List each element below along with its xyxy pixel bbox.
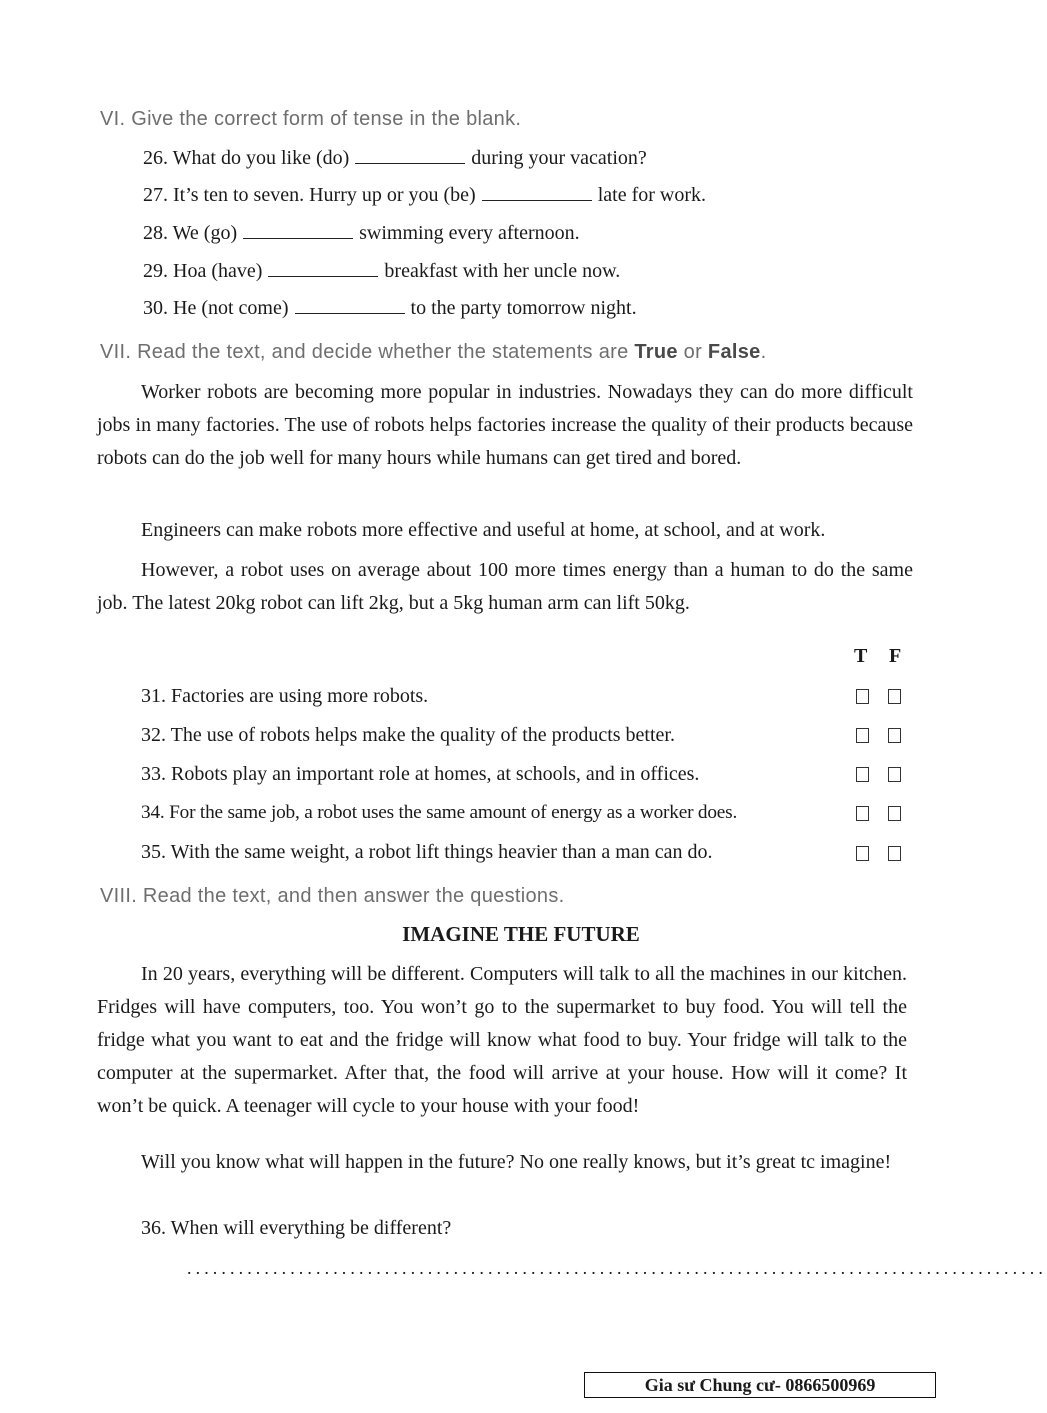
robots-paragraph-3-text: However, a robot uses on average about 100 more times energy than a human to do the same job. The latest 20kg robot can lift 2kg, but a 5kg human arm can lift 50kg. <box>97 559 913 614</box>
future-paragraph-1-text: In 20 years, everything will be different. Computers will talk to all the machines in our kitchen. Fridges will have computers, too. You won’t go to the supermarket to buy food. You will tell the fridge what you want to eat and the fridge will know what food to buy. Your fridge will talk to the computer at the supermarket. After that, the food will arrive at your house. How will it come? It won’t be quick. A teenager will cycle to your house with your food! <box>97 963 907 1117</box>
robots-paragraph-2 <box>97 514 913 547</box>
checkbox-35-true[interactable] <box>856 846 869 861</box>
question-29-rest: breakfast with her uncle now. <box>384 260 621 282</box>
question-29-prompt: 29. Hoa (have) <box>143 260 263 282</box>
blank-26[interactable] <box>355 146 465 164</box>
checkbox-31-true[interactable] <box>856 689 869 704</box>
question-27-rest: late for work. <box>597 184 707 206</box>
section-7-heading-false: False <box>707 341 761 363</box>
question-28-rest: swimming every afternoon. <box>359 222 580 244</box>
statement-32: 32. The use of robots helps make the quality of the products better. <box>141 724 675 746</box>
question-28 <box>143 221 580 245</box>
question-36: 36. When will everything be different? <box>141 1217 452 1239</box>
question-30-prompt: 30. He (not come) <box>143 297 289 319</box>
statement-34: 34. For the same job, a robot uses the same amount of energy as a worker does. <box>141 802 738 823</box>
column-true-header: T <box>854 645 868 667</box>
checkbox-31-false[interactable] <box>888 689 901 704</box>
footer-contact: Gia sư Chung cư- 0866500969 <box>584 1372 936 1398</box>
robots-paragraph-3 <box>97 554 913 620</box>
checkbox-33-true[interactable] <box>856 767 869 782</box>
question-29 <box>143 259 620 283</box>
blank-30[interactable] <box>295 296 405 314</box>
section-6-heading: VI. Give the correct form of tense in the blank. <box>100 108 522 130</box>
question-28-prompt: 28. We (go) <box>143 222 238 244</box>
question-26-prompt: 26. What do you like (do) <box>143 147 350 169</box>
blank-29[interactable] <box>268 259 378 277</box>
answer-line-36[interactable]: .................................................................................................... <box>187 1258 1047 1278</box>
future-paragraph-1 <box>97 958 907 1123</box>
checkbox-32-false[interactable] <box>888 728 901 743</box>
statement-35: 35. With the same weight, a robot lift things heavier than a man can do. <box>141 841 713 863</box>
checkbox-32-true[interactable] <box>856 728 869 743</box>
checkbox-33-false[interactable] <box>888 767 901 782</box>
blank-28[interactable] <box>243 221 353 239</box>
section-7-heading-or: or <box>677 341 708 363</box>
checkbox-34-true[interactable] <box>856 806 869 821</box>
checkbox-35-false[interactable] <box>888 846 901 861</box>
robots-paragraph-1 <box>97 376 913 475</box>
question-27-prompt: 27. It’s ten to seven. Hurry up or you (be) <box>143 184 476 206</box>
question-26-rest: during your vacation? <box>471 147 647 169</box>
section-7-heading-text: VII. Read the text, and decide whether the statements are <box>100 341 635 363</box>
future-paragraph-2 <box>97 1146 903 1179</box>
robots-paragraph-1-text: Worker robots are becoming more popular in industries. Nowadays they can do more difficult jobs in many factories. The use of robots helps factories increase the quality of their products because robots can do the job well for many hours while humans can get tired and bored. <box>97 381 913 469</box>
checkbox-34-false[interactable] <box>888 806 901 821</box>
question-27 <box>143 183 706 207</box>
column-false-header: F <box>889 645 902 667</box>
section-7-heading <box>100 341 766 364</box>
robots-paragraph-2-text: Engineers can make robots more effective and useful at home, at school, and at work. <box>141 519 826 541</box>
section-7-heading-true: True <box>634 341 678 363</box>
section-7-heading-end: . <box>760 341 767 363</box>
question-26 <box>143 146 647 170</box>
blank-27[interactable] <box>482 183 592 201</box>
question-30 <box>143 296 637 320</box>
section-8-heading: VIII. Read the text, and then answer the questions. <box>100 885 565 907</box>
passage-title: IMAGINE THE FUTURE <box>402 922 640 946</box>
question-30-rest: to the party tomorrow night. <box>410 297 637 319</box>
future-paragraph-2-text: Will you know what will happen in the future? No one really knows, but it’s great tc imagine! <box>141 1151 892 1173</box>
statement-31: 31. Factories are using more robots. <box>141 685 429 707</box>
statement-33: 33. Robots play an important role at homes, at schools, and in offices. <box>141 763 700 785</box>
